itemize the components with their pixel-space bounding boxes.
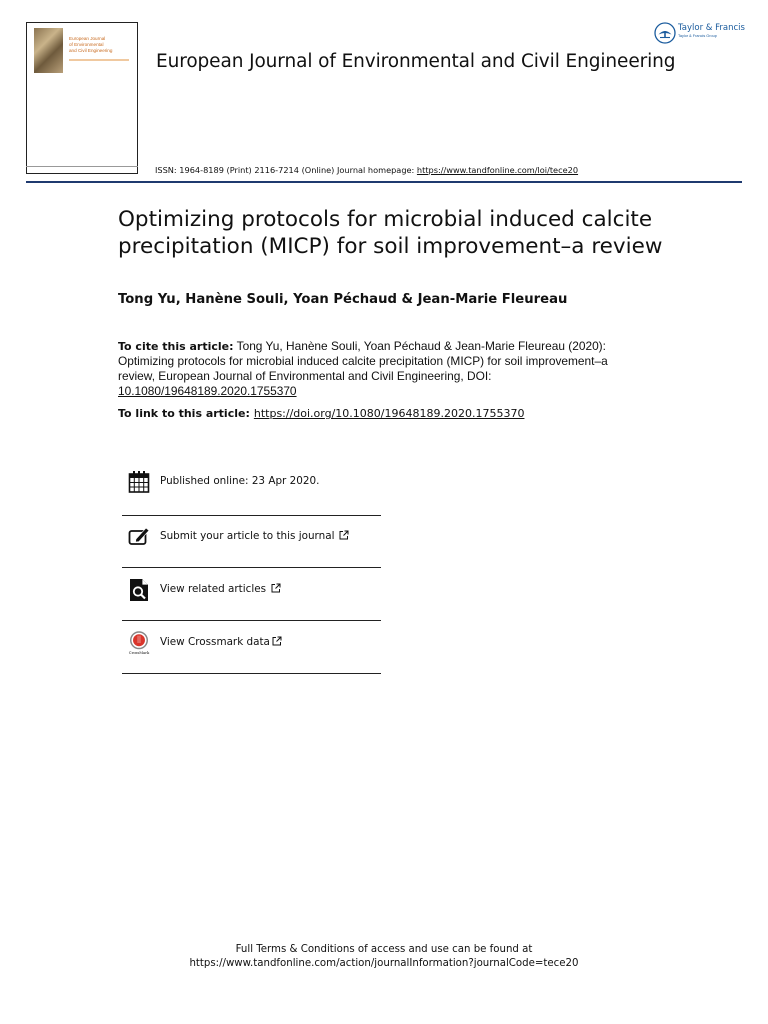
cover-title-line: of Environmental <box>69 42 104 47</box>
crossmark-icon <box>128 631 150 655</box>
cover-title-line: European Journal <box>69 36 106 41</box>
related-articles-text: View related articles <box>160 583 267 595</box>
header-rule <box>26 181 742 183</box>
submit-article-label[interactable] <box>160 530 349 542</box>
cover-title-line: and Civil Engineering <box>69 48 113 53</box>
taylor-francis-icon <box>654 22 676 44</box>
crossmark-text: View Crossmark data <box>160 636 270 648</box>
related-articles-label[interactable] <box>160 583 281 595</box>
publisher-group: Taylor & Francis Group <box>678 34 717 38</box>
cover-divider <box>26 166 138 167</box>
article-link-line <box>118 407 524 420</box>
submit-article-row[interactable] <box>122 511 381 563</box>
external-link-icon <box>271 583 281 593</box>
journal-homepage-link[interactable]: https://www.tandfonline.com/loi/tece20 <box>416 165 579 175</box>
article-link-label: To link to this article: <box>118 407 250 420</box>
journal-title: European Journal of Environmental and Civil Engineering <box>156 51 676 72</box>
footer-terms <box>0 943 768 971</box>
edit-icon <box>128 525 150 549</box>
submit-article-text: Submit your article to this journal <box>160 530 335 542</box>
citation-text: Tong Yu, Hanène Souli, Yoan Péchaud & Jean-Marie Fleureau (2020): Optimizing protocols for microbial induced calcite precipitation (MICP) for soil improvement–a review, European Journal of Environmental and Civil Engineering, DOI: <box>118 339 608 383</box>
citation-label: To cite this article: <box>118 340 234 353</box>
issn-line <box>155 165 578 175</box>
citation-block <box>118 339 608 399</box>
citation-doi-link[interactable]: 10.1080/19648189.2020.1755370 <box>118 384 297 398</box>
cover-title <box>69 36 135 54</box>
journal-cover-image <box>26 22 138 174</box>
footer-line: Full Terms & Conditions of access and use can be found at <box>235 944 533 955</box>
article-doi-link[interactable]: https://doi.org/10.1080/19648189.2020.1755370 <box>253 407 525 420</box>
crossmark-icon-text: CrossMark <box>128 651 150 655</box>
related-articles-icon <box>128 578 150 602</box>
external-link-icon <box>339 530 349 540</box>
crossmark-label[interactable] <box>160 636 282 648</box>
published-online-row <box>122 456 381 508</box>
article-authors: Tong Yu, Hanène Souli, Yoan Péchaud & Jean-Marie Fleureau <box>118 292 568 307</box>
publisher-logo[interactable] <box>654 22 750 46</box>
issn-text: ISSN: 1964-8189 (Print) 2116-7214 (Online) Journal homepage: <box>155 165 417 175</box>
action-divider <box>122 673 381 674</box>
cover-photo <box>34 28 63 73</box>
article-title: Optimizing protocols for microbial induced calcite precipitation (MICP) for soil improvement–a review <box>118 207 663 259</box>
crossmark-row[interactable] <box>122 617 381 669</box>
published-online-label: Published online: 23 Apr 2020. <box>160 475 320 487</box>
cover-subtitle-bar <box>69 59 129 61</box>
footer-terms-link[interactable]: https://www.tandfonline.com/action/journalInformation?journalCode=tece20 <box>189 958 579 969</box>
calendar-icon <box>128 470 150 494</box>
external-link-icon <box>272 636 282 646</box>
publisher-name: Taylor & Francis <box>678 23 745 33</box>
related-articles-row[interactable] <box>122 564 381 616</box>
